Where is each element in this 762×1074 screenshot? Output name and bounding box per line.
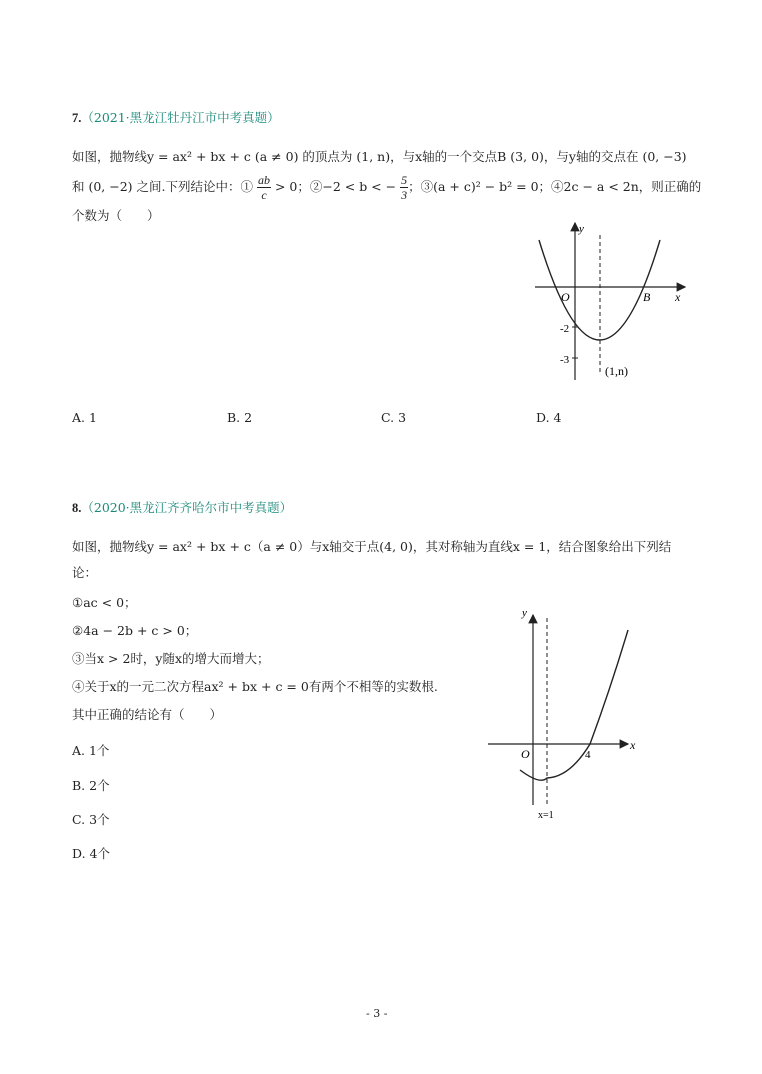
q7-number: 7. (72, 111, 82, 125)
q7-option-b[interactable]: B. 2 (227, 410, 253, 425)
q7-x-label: x (675, 290, 681, 304)
q8-parabola-curve (520, 630, 628, 780)
q8-source: （2020·黑龙江齐齐哈尔市中考真题） (81, 500, 293, 515)
q7-frac2-num: 5 (401, 173, 408, 187)
q7-line2 (72, 173, 701, 202)
q7-line1: 如图，抛物线y = ax² + bx + c (a ≠ 0) 的顶点为 (1, n)，与x轴的一个交点B (3, 0)，与y轴的交点在 (0, −3) (72, 149, 687, 164)
q7-line2-b: > 0；②−2 < b < − (270, 179, 401, 194)
q7-y-label: y (579, 223, 584, 235)
q7-line3: 个数为（ ） (72, 208, 160, 223)
q8-origin-label: O (521, 747, 530, 761)
q7-frac1-den: c (261, 188, 267, 202)
q7-fraction-5-3 (400, 173, 408, 202)
q8-conclusion-1: ①ac < 0； (72, 595, 137, 610)
q8-conclusion-3: ③当x > 2时，y随x的增大而增大； (72, 651, 270, 666)
q7-option-a[interactable]: A. 1 (72, 410, 97, 425)
q8-line1: 如图，抛物线y = ax² + bx + c（a ≠ 0）与x轴交于点(4, 0)，其对称轴为直线x = 1，结合图象给出下列结 (72, 539, 672, 554)
q7-option-c[interactable]: C. 3 (381, 410, 407, 425)
q7-option-d[interactable]: D. 4 (536, 410, 562, 425)
q8-y-label: y (522, 607, 527, 619)
q8-option-b[interactable]: B. 2个 (72, 778, 110, 793)
q7-origin-label: O (561, 290, 570, 304)
q7-line2-a: 和 (0, −2) 之间.下列结论中：① (72, 179, 257, 194)
q7-parabola-graph (525, 215, 700, 390)
q7-line2-c: ；③(a + c)² − b² = 0；④2c − a < 2n，则正确的 (408, 179, 702, 194)
q8-number: 8. (72, 501, 82, 515)
q7-fraction-ab-c (257, 173, 271, 202)
page-number: - 3 - (366, 1007, 388, 1020)
q8-option-c[interactable]: C. 3个 (72, 812, 110, 827)
q8-option-d[interactable]: D. 4个 (72, 846, 110, 861)
q7-minus2-label: -2 (560, 323, 570, 335)
q7-header (72, 112, 280, 125)
q7-minus3-label: -3 (560, 354, 570, 366)
q8-option-a[interactable]: A. 1个 (72, 743, 110, 758)
q8-line2: 论： (72, 565, 98, 580)
q8-conclusion-4: ④关于x的一元二次方程ax² + bx + c = 0有两个不相等的实数根. (72, 679, 438, 694)
q8-parabola-graph (480, 600, 645, 825)
q7-frac1-num: ab (257, 173, 270, 187)
q7-parabola-curve (539, 240, 660, 340)
q7-frac2-den: 3 (401, 188, 408, 202)
q7-vertex-label: (1,n) (605, 364, 628, 378)
q8-header (72, 502, 292, 515)
q7-source: （2021·黑龙江牡丹江市中考真题） (81, 110, 280, 125)
q8-ask: 其中正确的结论有（ ） (72, 707, 223, 722)
q8-conclusion-2: ②4a − 2b + c > 0； (72, 623, 198, 638)
q8-axis-label: x=1 (538, 810, 554, 821)
q7-b-label: B (643, 290, 651, 304)
q8-four-label: 4 (585, 749, 591, 761)
q8-x-label: x (630, 738, 636, 752)
